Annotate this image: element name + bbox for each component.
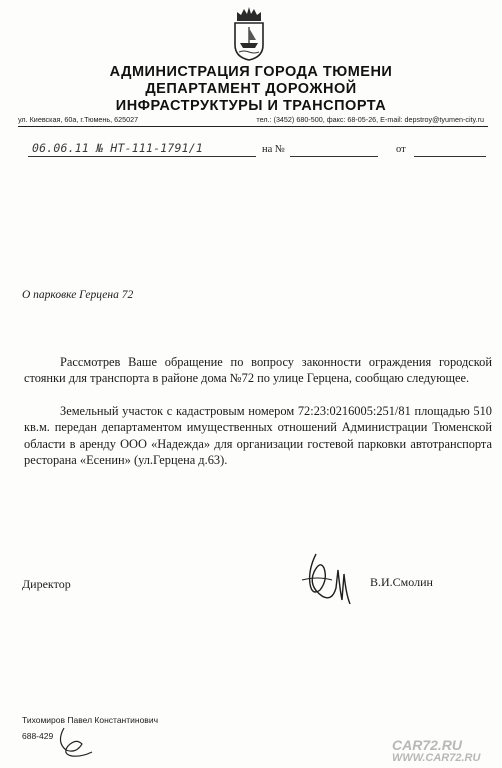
director-signature (298, 550, 354, 608)
body-paragraph-1: Рассмотрев Ваше обращение по вопросу законности ограждения городской стоянки для транспорта в районе дома №72 по улице Герцена, сообщаю следующее. (24, 355, 492, 386)
executor-phone: 688-429 (22, 731, 54, 741)
reference-date-field (414, 142, 486, 157)
executor-initials-scribble (52, 724, 94, 760)
reference-date-label: от (396, 144, 406, 155)
org-name-line3: ИНФРАСТРУКТУРЫ И ТРАНСПОРТА (115, 98, 387, 114)
signatory-name: В.И.Смолин (370, 575, 433, 589)
signatory-position: Директор (22, 577, 71, 591)
org-address: ул. Киевская, 60а, г.Тюмень, 625027 (18, 115, 139, 124)
org-name-line1: АДМИНИСТРАЦИЯ ГОРОДА ТЮМЕНИ (109, 64, 393, 80)
reference-number-label: на № (262, 144, 285, 155)
watermark-brand: CAR72.RU (392, 737, 463, 753)
watermark-url: WWW.CAR72.RU (392, 752, 481, 764)
outgoing-number-handwritten: 06.06.11 № НТ-111-1791/1 (32, 141, 203, 155)
org-name-line2: ДЕПАРТАМЕНТ ДОРОЖНОЙ (145, 81, 357, 97)
coat-of-arms-emblem (232, 5, 266, 61)
reference-number-field (290, 142, 378, 157)
header-divider (18, 126, 488, 127)
body-paragraph-2: Земельный участок с кадастровым номером 72:23:0216005:251/81 площадью 510 кв.м. передан департаментом имущественных отношений Администрации Тюменской области в аренду ООО «Надежда» для организации гостевой парковки автотранспорта ресторана «Есенин» (ул.Герцена д.63). (24, 404, 492, 467)
registration-line (0, 142, 502, 160)
executor-name: Тихомиров Павел Константинович (22, 715, 158, 725)
org-contacts: тел.: (3452) 680-500, факс: 68-05-26, E-mail: depstroy@tyumen-city.ru (256, 115, 484, 124)
letter-subject: О парковке Герцена 72 (22, 289, 134, 301)
